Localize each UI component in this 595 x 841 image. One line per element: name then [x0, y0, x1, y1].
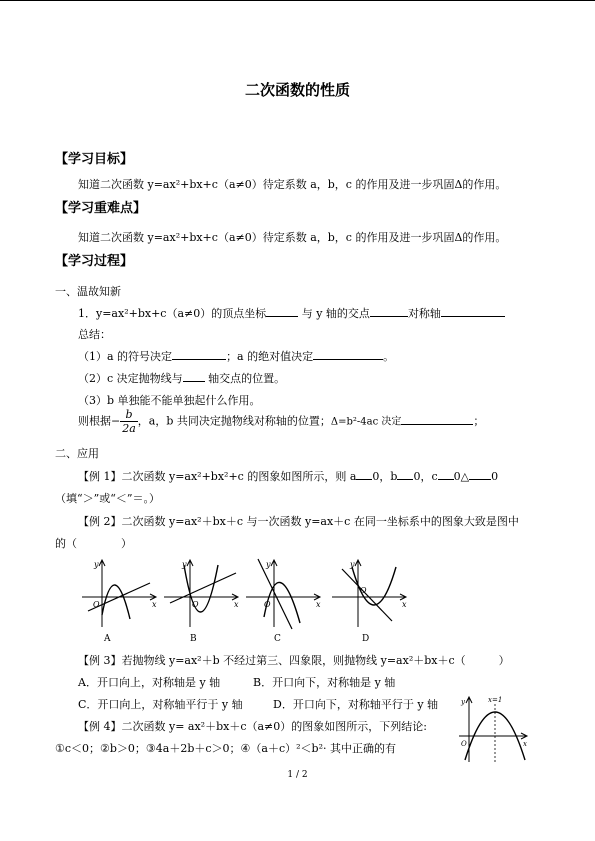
- graph-c-x-label: x: [316, 600, 321, 609]
- part2-heading: 二、应用: [55, 447, 99, 460]
- ex3-option-a[interactable]: A．开口向上，对称轴是 y 轴: [78, 676, 221, 689]
- ex4-origin-label: O: [461, 740, 467, 748]
- ex1-blank-c[interactable]: [438, 469, 454, 480]
- item1-line: [78, 348, 394, 364]
- graph-b-y-label: y: [182, 560, 187, 569]
- key-text: 知道二次函数 y=ax²+bx+c（a≠0）待定系数 a，b，c 的作用及进一步巩固Δ的作用。: [78, 231, 507, 244]
- item1-blank-sign[interactable]: [172, 349, 226, 360]
- ex2-text-c: ）: [121, 537, 132, 550]
- page-number: 1 / 2: [287, 770, 308, 780]
- ex2-text-b: 的（: [55, 537, 77, 550]
- graph-d-caption: D: [362, 634, 370, 644]
- graph-b-x-label: x: [234, 600, 239, 609]
- q1-line: [78, 305, 505, 321]
- graph-a-y-label: y: [94, 560, 99, 569]
- item2-line: [78, 370, 285, 386]
- part1-heading: 一、温故知新: [55, 285, 121, 298]
- goal-heading: 【学习目标】: [55, 152, 134, 167]
- graph-d-line: [342, 569, 392, 621]
- item1-text-b: ；a 的绝对值决定: [226, 350, 314, 363]
- q1-text-c: 对称轴: [407, 307, 441, 320]
- item1-text-a: （1）a 的符号决定: [78, 350, 173, 363]
- graph-a-x-label: x: [152, 600, 157, 609]
- rule-text-b: ，a，b 共同决定抛物线对称轴的位置；: [137, 414, 331, 428]
- item2-text-a: （2）c 决定抛物线与: [78, 372, 183, 385]
- ex3-text: 【例 3】若抛物线 y=ax²＋b 不经过第三、四象限，则抛物线 y=ax²＋bx＋c（ ）: [78, 654, 510, 667]
- ex4-axis-label: x=1: [488, 696, 503, 704]
- graph-b[interactable]: [162, 555, 242, 645]
- graph-c-caption: C: [274, 634, 281, 644]
- ex1-note: （填“＞”或“＜”＝。）: [55, 492, 160, 505]
- item2-blank[interactable]: [183, 371, 205, 382]
- graph-c-y-label: y: [266, 560, 271, 569]
- summary-label: 总结：: [78, 328, 111, 341]
- page-title: 二次函数的性质: [244, 81, 350, 99]
- ex2-text: 【例 2】二次函数 y=ax²＋bx＋c 与一次函数 y=ax＋c 在同一坐标系中的图象大致是图中: [78, 515, 519, 528]
- minus-sign: −: [111, 414, 121, 428]
- graph-a[interactable]: [80, 555, 160, 645]
- ex1-text-a: 【例 1】二次函数 y=ax²+bx²+c 的图象如图所示，则 a: [78, 470, 357, 483]
- graph-d-origin-label: O: [360, 586, 367, 595]
- ex1-text-b: 0，b: [372, 470, 398, 483]
- ex1-blank-b[interactable]: [397, 469, 413, 480]
- ex1-text-c: 0，c: [413, 470, 438, 483]
- graph-b-origin-label: O: [192, 600, 199, 609]
- rule-text-d: ；: [473, 414, 485, 428]
- q1-text-b: 与 y 轴的交点: [301, 307, 370, 320]
- graph-c-line: [258, 559, 292, 629]
- ex3-option-c[interactable]: C．开口向上，对称轴平行于 y 轴: [78, 698, 243, 711]
- goal-text: 知道二次函数 y=ax²+bx+c（a≠0）待定系数 a，b，c 的作用及进一步巩固Δ的作用。: [78, 178, 507, 191]
- graph-d-x-label: x: [402, 600, 407, 609]
- q1-blank-vertex[interactable]: [266, 306, 298, 317]
- item1-text-c: 。: [383, 350, 395, 363]
- graph-a-parabola: [102, 585, 130, 619]
- rule-blank-delta[interactable]: [401, 414, 473, 425]
- frac-num: b: [120, 408, 138, 422]
- graph-d-y-label: y: [350, 560, 355, 569]
- ex3-option-d[interactable]: D．开口向下，对称轴平行于 y 轴: [273, 698, 439, 711]
- rule-text-c: Δ=b²-4ac 决定: [330, 416, 402, 428]
- ex4-graph[interactable]: [455, 692, 530, 764]
- ex4-x-label: x: [523, 740, 527, 748]
- graph-a-caption: A: [104, 634, 111, 644]
- graph-d[interactable]: [330, 555, 410, 645]
- ex4-text-a: 【例 4】二次函数 y= ax²＋bx＋c（a≠0）的图象如图所示，下列结论:: [78, 720, 427, 733]
- item2-text-b: 轴交点的位置。: [208, 372, 286, 385]
- graph-c[interactable]: [244, 555, 324, 645]
- graph-b-line: [170, 573, 236, 603]
- q1-blank-yintercept[interactable]: [370, 306, 408, 317]
- rule-line: [78, 408, 484, 435]
- q1-text-a: 1．y=ax²+bx+c（a≠0）的顶点坐标: [78, 307, 267, 320]
- ex4-y-label: y: [461, 698, 465, 706]
- ex4-text-b: ①c＜0；②b＞0；③4a＋2b＋c＞0；④（a＋c）²＜b²· 其中正确的有: [55, 742, 396, 755]
- frac-den: 2a: [122, 422, 136, 435]
- ex3-option-b[interactable]: B．开口向下，对称轴是 y 轴: [253, 676, 396, 689]
- ex1-text-e: 0: [491, 470, 499, 483]
- fraction-b-over-2a: [120, 408, 138, 435]
- key-heading: 【学习重难点】: [55, 201, 147, 216]
- ex1-blank-delta[interactable]: [469, 469, 491, 480]
- graph-b-caption: B: [190, 634, 197, 644]
- graph-a-origin-label: O: [93, 600, 100, 609]
- item1-blank-abs[interactable]: [313, 349, 383, 360]
- top-rule: [0, 0, 595, 1]
- ex2-answer-line: [55, 535, 132, 551]
- ex1-line: [78, 468, 498, 484]
- item3-text: （3）b 单独能不能单独起什么作用。: [78, 394, 261, 407]
- ex1-blank-a[interactable]: [356, 469, 372, 480]
- q1-blank-axis[interactable]: [441, 306, 505, 317]
- process-heading: 【学习过程】: [55, 254, 134, 269]
- graph-c-origin-label: O: [264, 600, 271, 609]
- rule-text-a: 则根据: [78, 414, 111, 428]
- ex1-text-d: 0△: [453, 470, 470, 483]
